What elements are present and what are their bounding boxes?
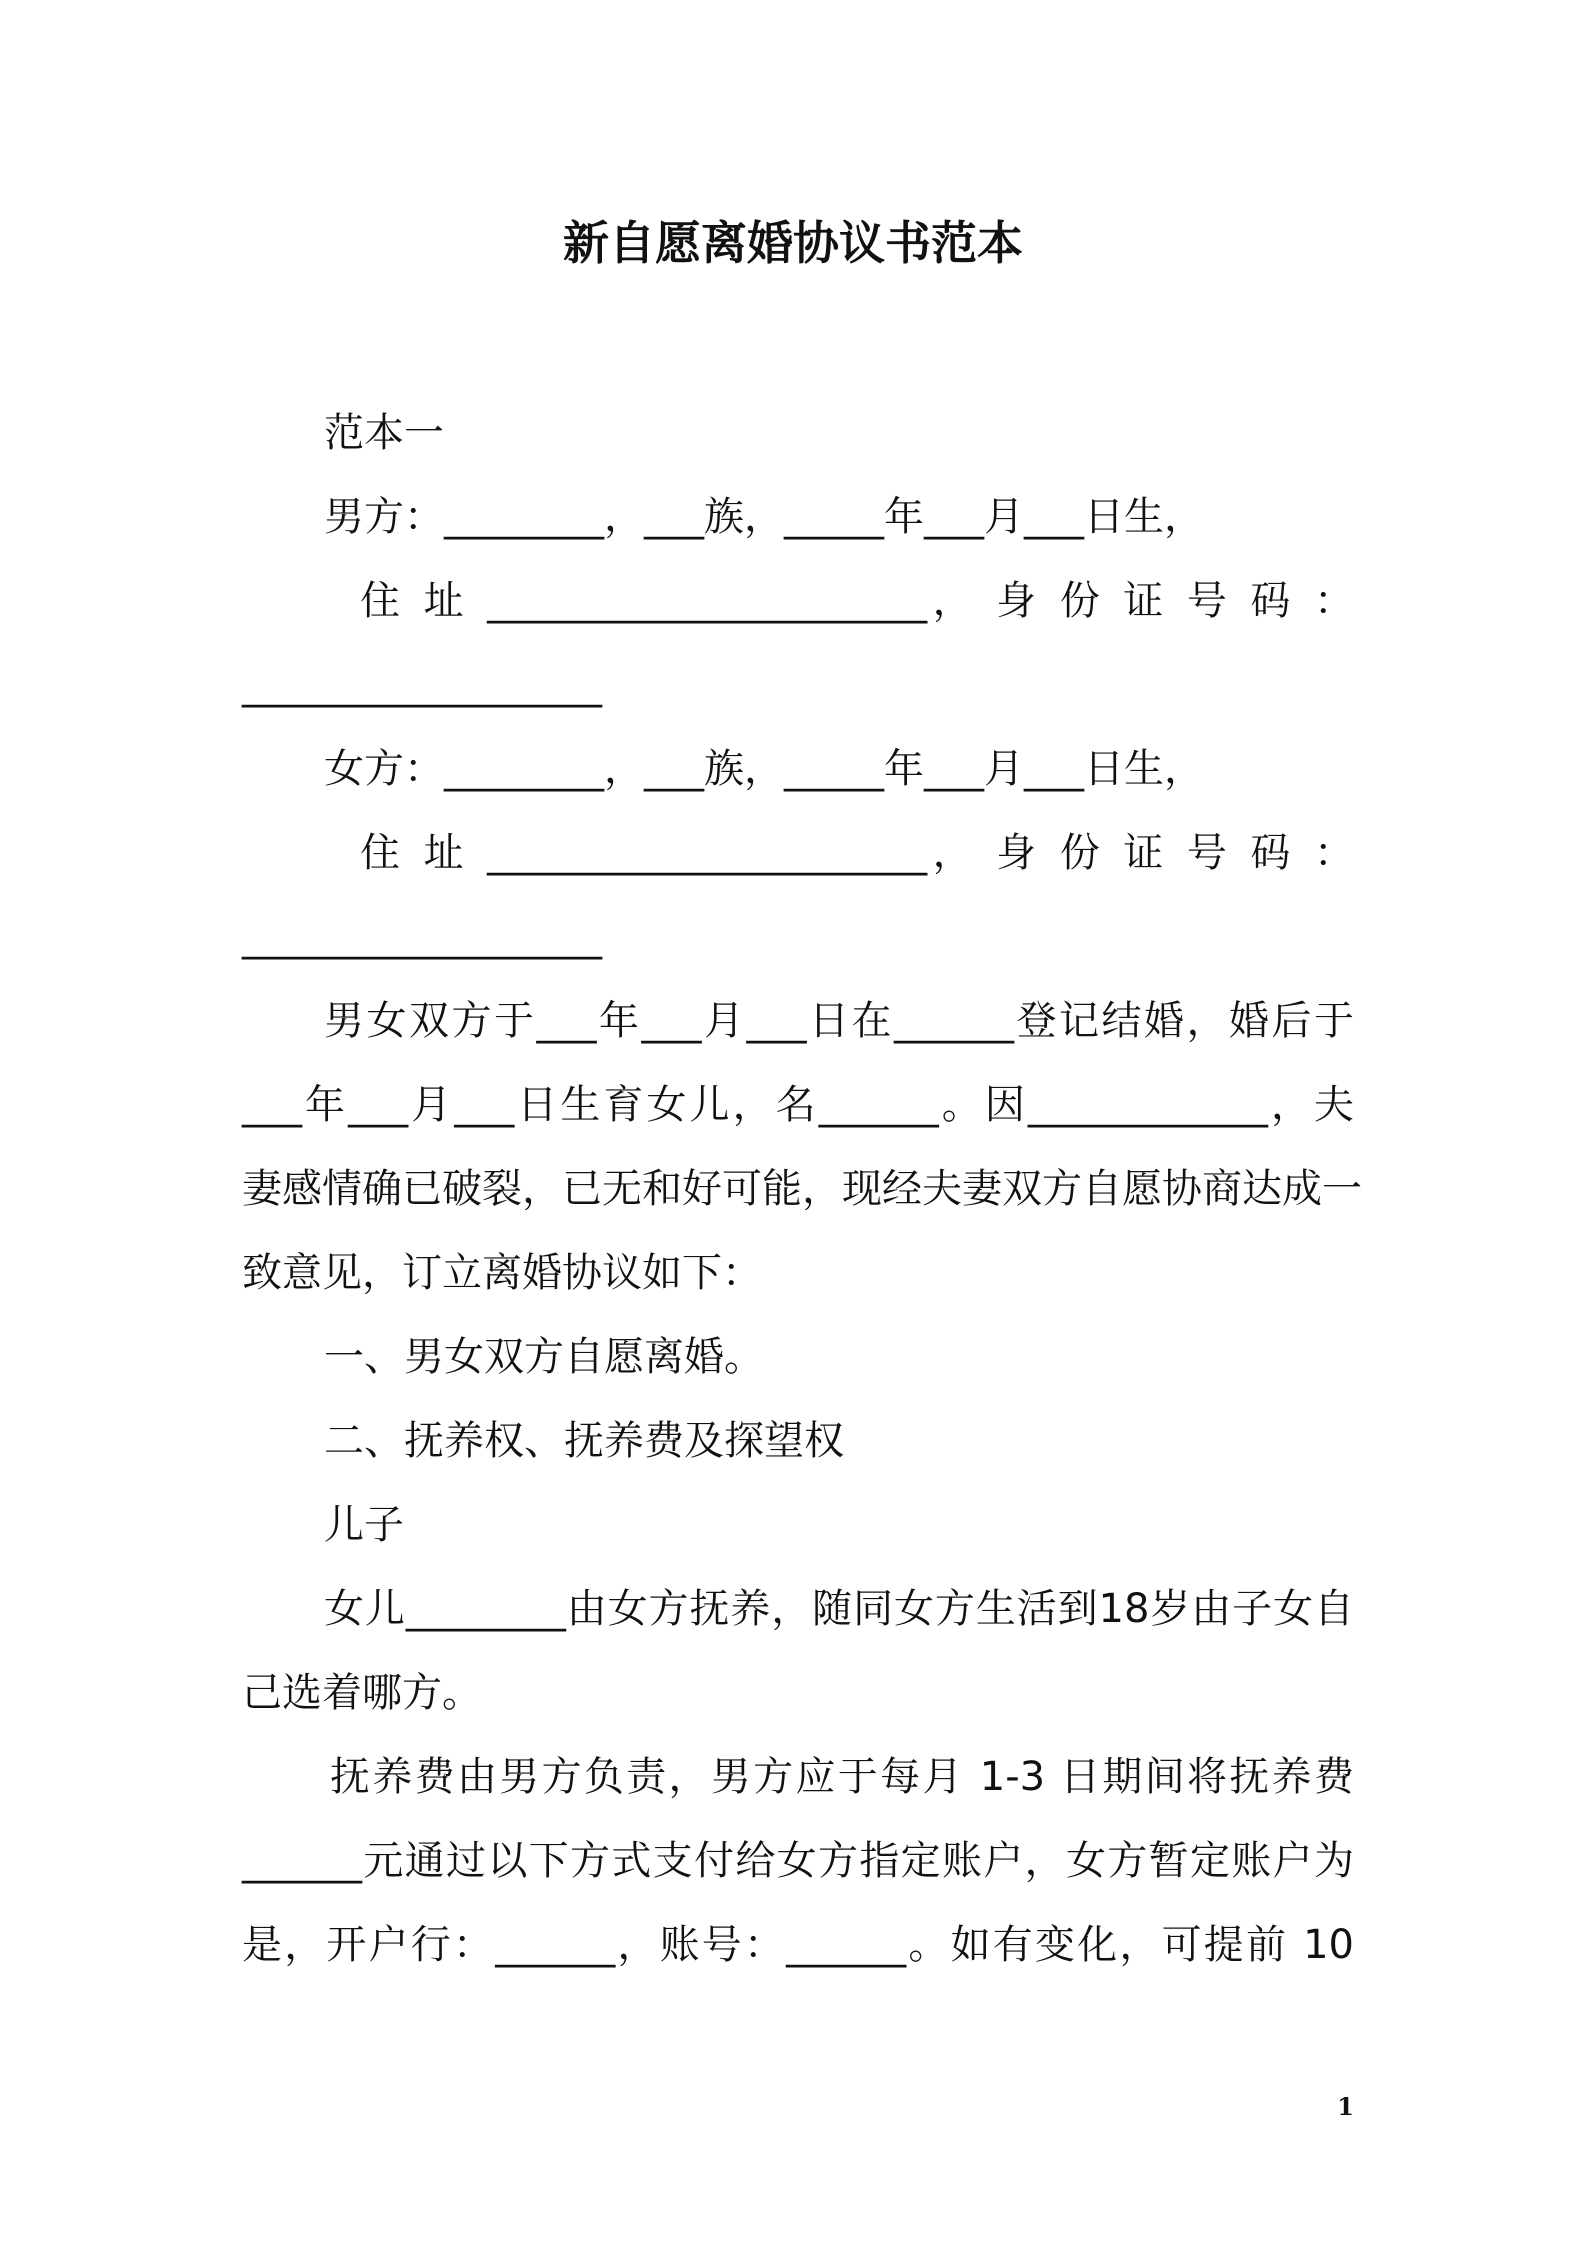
paragraph-line: 己选着哪方。 [242, 1670, 482, 1716]
male-address-line: 住 址 ______________________， 身 份 证 号 码 ： [360, 578, 1354, 624]
female-party-line: 女方：________，___族，_____年___月___日生， [324, 746, 1204, 792]
male-id-blank: __________________ [242, 662, 602, 708]
son-label: 儿子 [324, 1502, 404, 1548]
paragraph-line: 致意见，订立离婚协议如下： [242, 1250, 762, 1296]
clause-one: 一、男女双方自愿离婚。 [324, 1334, 764, 1380]
paragraph-line: ___年___月___日生育女儿，名______。因____________，夫 [242, 1082, 1354, 1128]
paragraph-line: 妻感情确已破裂，已无和好可能，现经夫妻双方自愿协商达成一 [242, 1166, 1362, 1212]
male-party-line: 男方：________，___族，_____年___月___日生， [324, 494, 1204, 540]
paragraph-line: 抚养费由男方负责，男方应于每月 1-3 日期间将抚养费 [330, 1754, 1354, 1800]
paragraph-line: 男女双方于___年___月___日在______登记结婚，婚后于 [324, 998, 1354, 1044]
sample-heading: 范本一 [324, 410, 444, 456]
female-id-blank: __________________ [242, 914, 602, 960]
page-number: 1 [1337, 2092, 1354, 2121]
paragraph-line: 女儿________由女方抚养，随同女方生活到18岁由子女自 [324, 1586, 1354, 1632]
paragraph-line: ______元通过以下方式支付给女方指定账户，女方暂定账户为 [242, 1838, 1354, 1884]
paragraph-line: 是，开户行：______，账号：______。如有变化，可提前 10 [242, 1922, 1354, 1968]
clause-two: 二、抚养权、抚养费及探望权 [324, 1418, 844, 1464]
document-title: 新自愿离婚协议书范本 [563, 216, 1023, 270]
female-address-line: 住 址 ______________________， 身 份 证 号 码 ： [360, 830, 1354, 876]
